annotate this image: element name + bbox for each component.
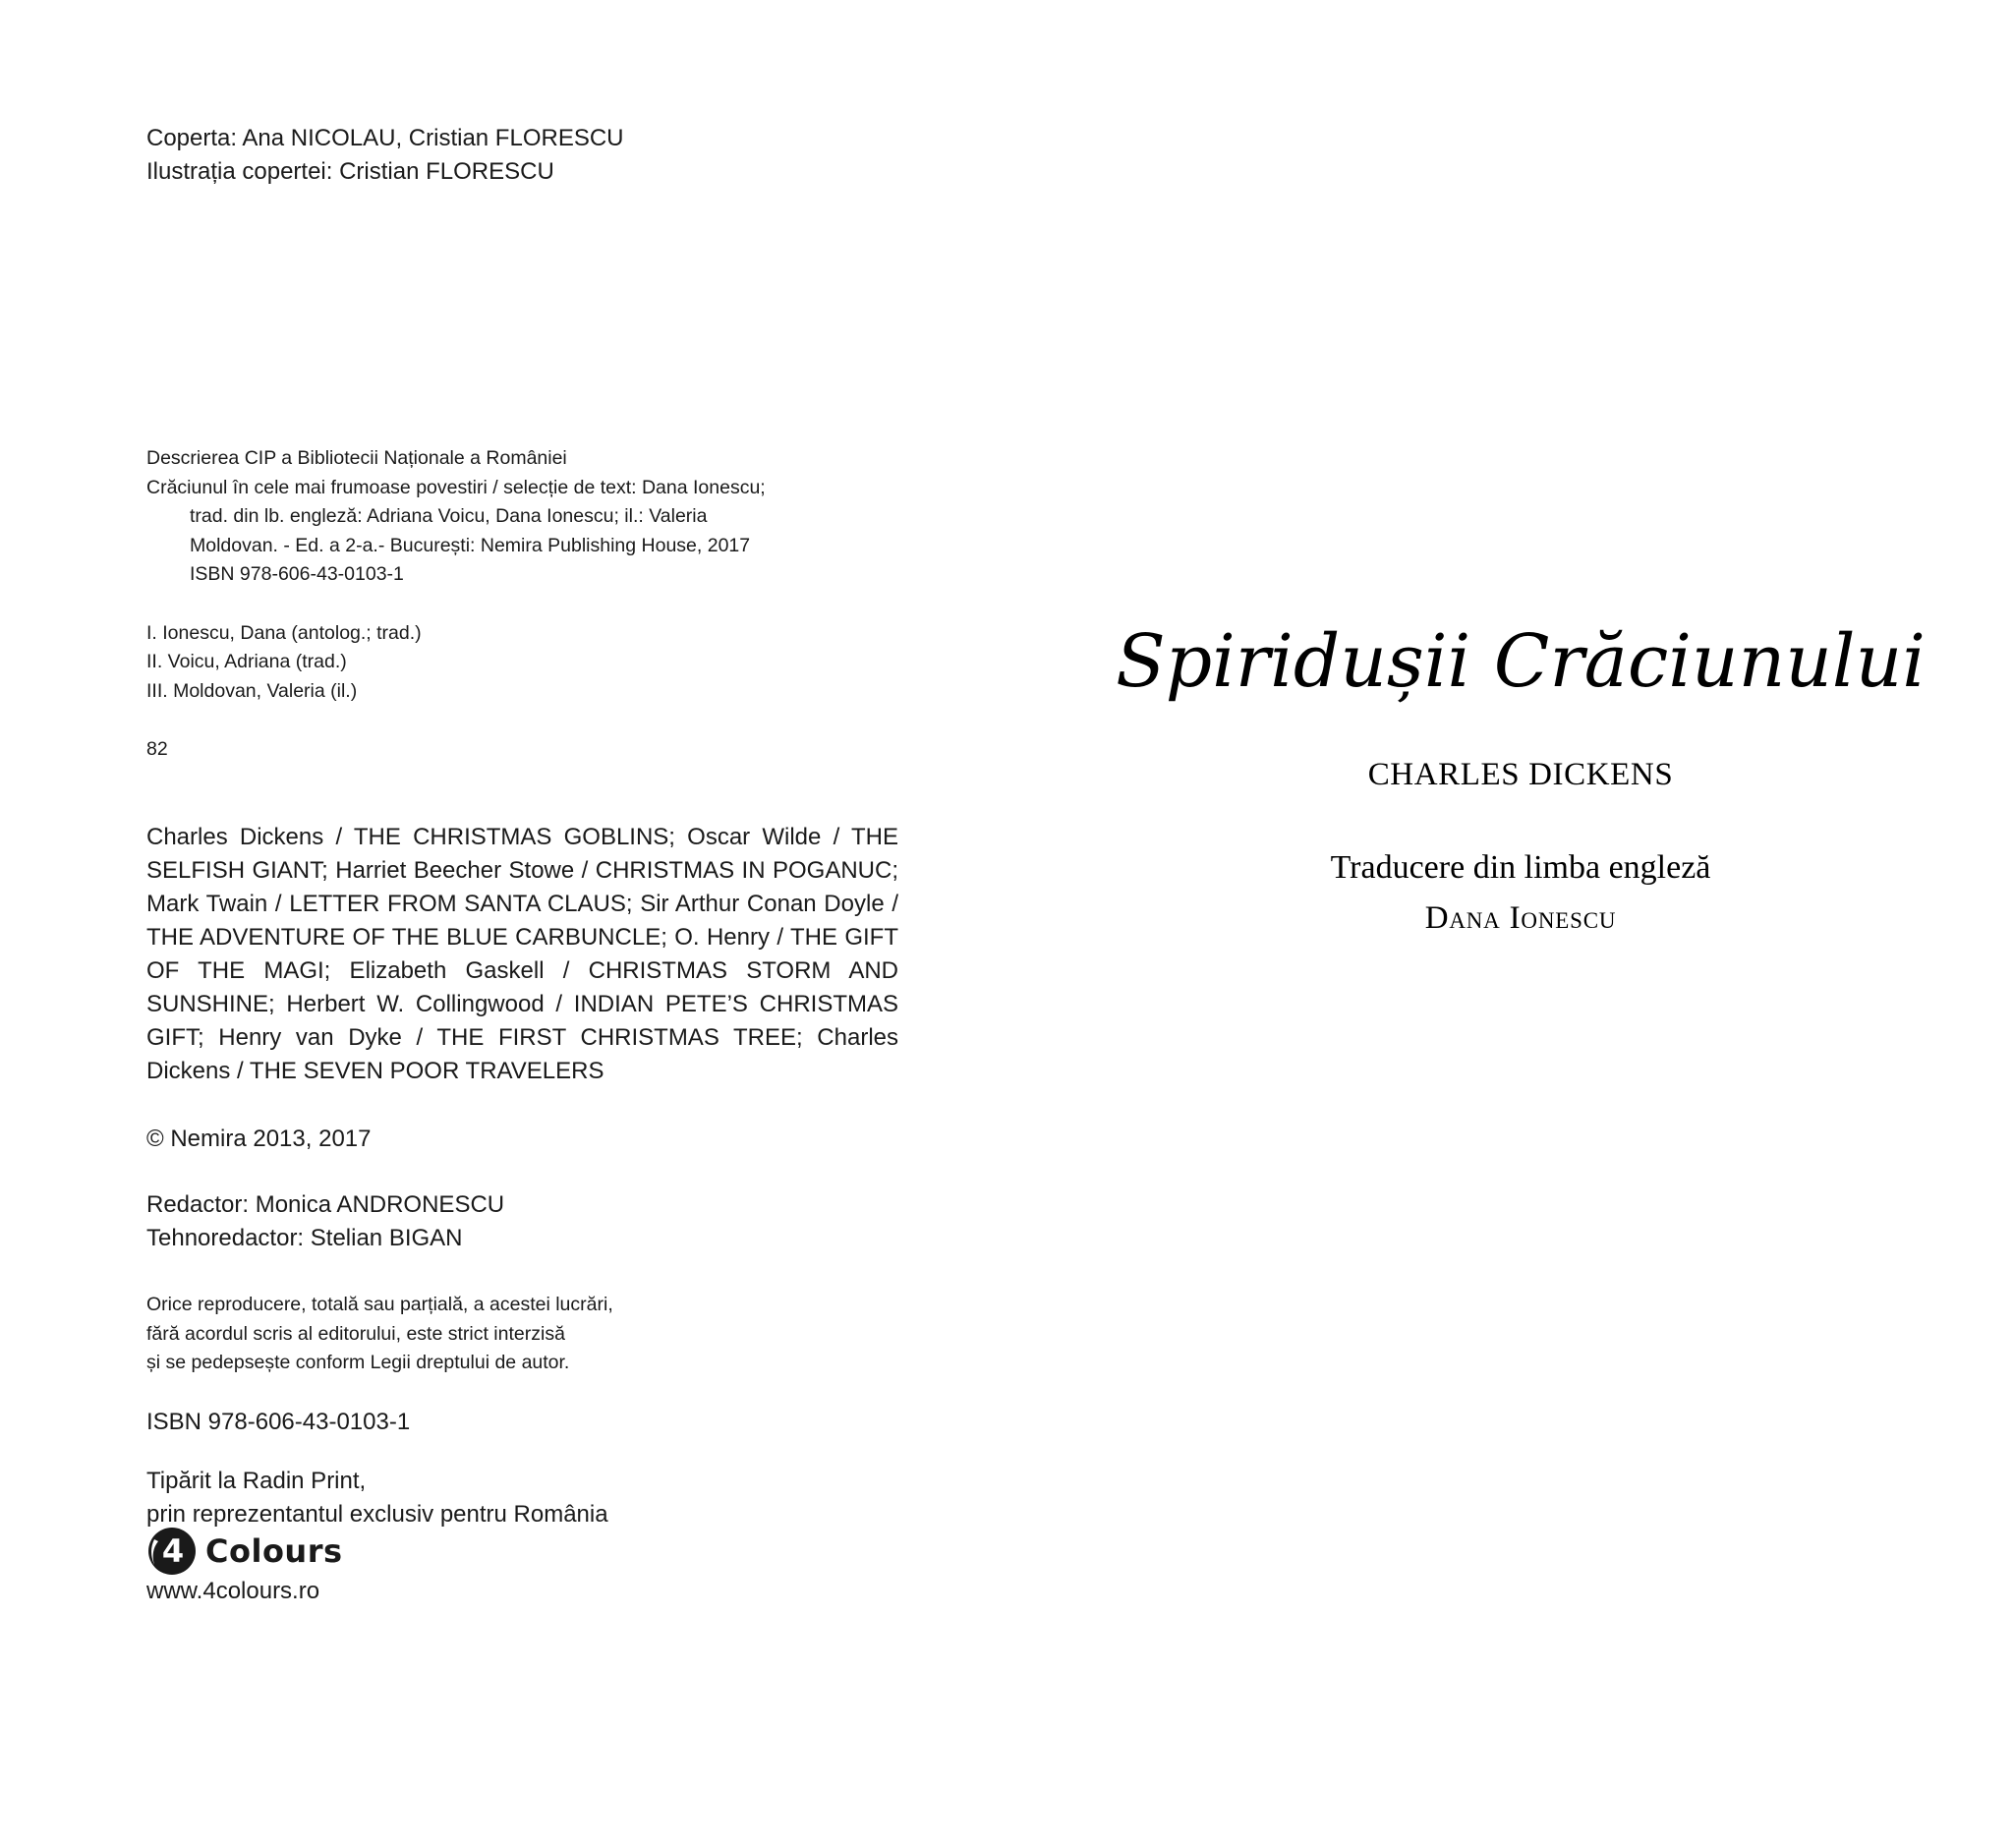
cover-illustration-line: Ilustrația copertei: Cristian FLORESCU: [146, 158, 554, 185]
cip-description: [146, 444, 766, 765]
cover-credit-line: Coperta: Ana NICOLAU, Cristian FLORESCU: [146, 125, 624, 151]
author-name: CHARLES DICKENS: [1367, 757, 1674, 792]
cip-isbn: ISBN 978-606-43-0103-1: [190, 563, 404, 586]
book-title: Spiridușii Crăciunului: [1116, 619, 1926, 704]
cip-heading: Descrierea CIP a Bibliotecii Naționale a României: [146, 447, 567, 469]
editor-line: Redactor: Monica ANDRONESCU: [146, 1191, 505, 1218]
cip-index-entry: III. Moldovan, Valeria (il.): [146, 679, 358, 702]
printer-website: www.4colours.ro: [146, 1578, 320, 1604]
printer-logo: [146, 1526, 343, 1577]
editors: [146, 1188, 504, 1255]
cip-entry-cont: Moldovan. - Ed. a 2-a.- București: Nemira Publishing House, 2017: [190, 534, 751, 556]
logo-numeral: 4: [161, 1532, 185, 1570]
left-page-colophon: [0, 0, 1006, 1848]
printer-line: prin reprezentantul exclusiv pentru România: [146, 1501, 608, 1528]
cip-index-entry: I. Ionescu, Dana (antolog.; trad.): [146, 621, 422, 644]
isbn-line: ISBN 978-606-43-0103-1: [146, 1409, 411, 1435]
cip-entry-cont: trad. din lb. engleză: Adriana Voicu, Dana Ionescu; il.: Valeria: [190, 505, 708, 528]
rights-notice: [146, 1291, 613, 1378]
translator-name: Dana Ionescu: [1424, 900, 1617, 936]
contents-paragraph: Charles Dickens / THE CHRISTMAS GOBLINS; Oscar Wilde / THE SELFISH GIANT; Harriet Beecher Stowe / CHRISTMAS IN POGANUC; Mark Twain / LETTER FROM SANTA CLAUS; Sir Arthur Conan Doyle / THE ADVENTURE OF THE BLUE CARBUNCLE; O. Henry / THE GIFT OF THE MAGI; Elizabeth Gaskell / CHRISTMAS STORM AND SUNSHINE; Herbert W. Collingwood / INDIAN PETE’S CHRISTMAS GIFT; Henry van Dyke / THE FIRST CHRISTMAS TREE; Charles Dickens / THE SEVEN POOR TRAVELERS: [146, 824, 898, 1084]
printer-line: Tipărit la Radin Print,: [146, 1468, 367, 1494]
rights-line: fără acordul scris al editorului, este strict interzisă: [146, 1322, 565, 1345]
4colours-logo-icon: [146, 1526, 200, 1577]
rights-line: Orice reproducere, totală sau parțială, a acestei lucrări,: [146, 1294, 613, 1315]
logo-wordmark: Colours: [205, 1532, 343, 1570]
rights-line: și se pedepsește conform Legii dreptului de autor.: [146, 1352, 570, 1374]
cover-credits: [146, 122, 624, 189]
cip-classification: 82: [146, 737, 168, 760]
right-page-title: [1006, 0, 2013, 1848]
printer-info: [146, 1465, 608, 1531]
cip-index-entry: II. Voicu, Adriana (trad.): [146, 651, 347, 673]
translation-label: Traducere din limba engleză: [1330, 849, 1711, 886]
cip-entry: Crăciunul în cele mai frumoase povestiri / selecție de text: Dana Ionescu;: [146, 476, 766, 498]
typesetter-line: Tehnoredactor: Stelian BIGAN: [146, 1225, 463, 1251]
copyright-line: © Nemira 2013, 2017: [146, 1126, 372, 1152]
